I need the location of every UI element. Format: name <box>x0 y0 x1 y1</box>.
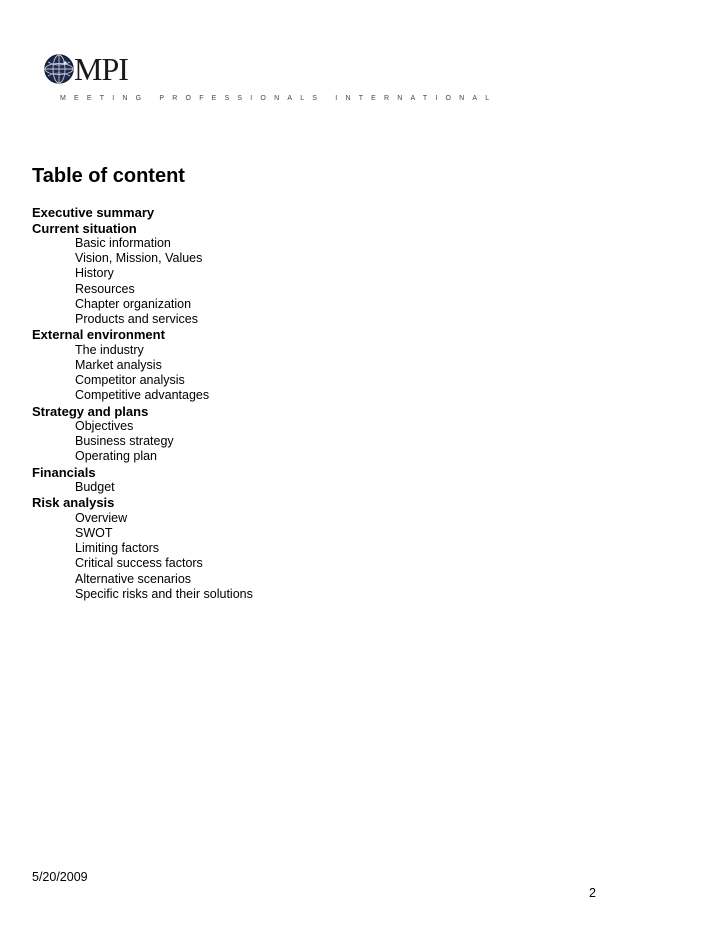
toc-section-heading: Strategy and plans <box>32 403 149 419</box>
toc-entry: Critical success factors <box>75 556 203 571</box>
toc-entry: Overview <box>75 510 128 525</box>
toc-entry: Specific risks and their solutions <box>75 586 253 601</box>
toc-entry: Objectives <box>75 419 134 434</box>
globe-icon <box>43 53 75 85</box>
toc-section-heading: Financials <box>32 464 96 480</box>
toc-entry: Products and services <box>75 312 198 327</box>
toc-entry: Operating plan <box>75 449 158 464</box>
toc-entry: Market analysis <box>75 357 162 372</box>
toc-entry: Chapter organization <box>75 296 192 311</box>
toc-entry: Basic information <box>75 236 171 250</box>
toc-entry: SWOT <box>75 526 113 541</box>
toc-entry: Competitor analysis <box>75 373 185 388</box>
page-title: Table of content <box>32 165 185 187</box>
logo-tagline: MEETING PROFESSIONALS INTERNATIONAL <box>60 95 498 102</box>
toc-entry: Budget <box>75 480 115 495</box>
toc-entry: History <box>75 266 114 281</box>
toc-entry: Resources <box>75 281 135 296</box>
toc-entry: Business strategy <box>75 434 174 449</box>
toc-entry: Vision, Mission, Values <box>75 251 203 266</box>
table-of-contents <box>32 205 532 602</box>
toc-section-heading: Executive summary <box>32 205 155 220</box>
mpi-logo <box>40 50 498 110</box>
toc-entry: Limiting factors <box>75 541 160 556</box>
toc-entry: The industry <box>75 342 144 357</box>
toc-section-heading: External environment <box>32 327 165 343</box>
toc-entry: Competitive advantages <box>75 388 210 403</box>
toc-section-heading: Risk analysis <box>32 495 115 511</box>
footer-date: 5/20/2009 <box>32 870 88 884</box>
page-number: 2 <box>589 886 596 900</box>
toc-section-heading: Current situation <box>32 220 137 236</box>
toc-entry: Alternative scenarios <box>75 571 192 586</box>
logo-wordmark: MPI <box>74 51 128 87</box>
